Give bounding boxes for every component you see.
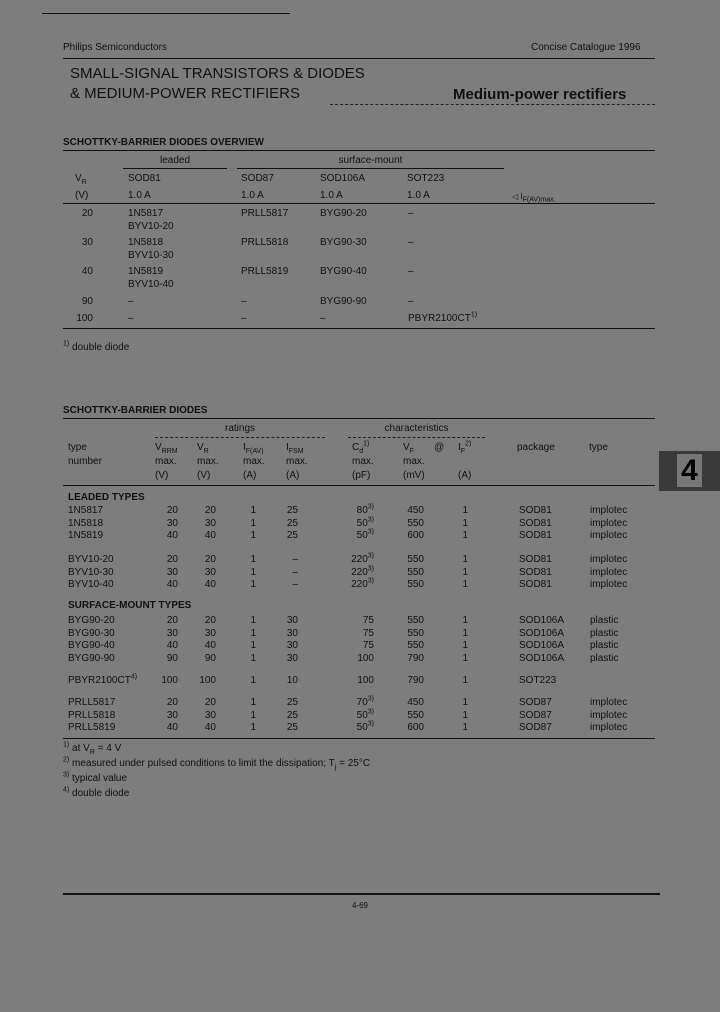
cell-if2: 1 — [462, 697, 468, 708]
cell-vrrm: 20 — [166, 554, 178, 565]
ov-row1-vr: 20 — [81, 208, 93, 219]
cell-if: 1 — [250, 567, 256, 578]
cell-ifsm: 25 — [286, 710, 298, 721]
ov-row4-sod81: – — [128, 296, 134, 307]
cell-kind: implotec — [590, 722, 628, 733]
cell-ifsm: 25 — [286, 518, 298, 529]
cell-type: PRLL5817 — [68, 697, 116, 708]
ov-row5-vr: 100 — [76, 313, 93, 324]
cell-ifsm: 25 — [286, 530, 298, 541]
cell-type: PRLL5819 — [68, 722, 116, 733]
cell-vrrm: 40 — [166, 640, 178, 651]
cell-package: SOD81 — [519, 567, 552, 578]
cell-vf: 550 — [407, 579, 424, 590]
overview-top-rule — [63, 150, 655, 151]
cell-kind: implotec — [590, 710, 628, 721]
cell-type: BYG90-40 — [68, 640, 115, 651]
company-name: Philips Semiconductors — [63, 42, 167, 53]
cell-ifsm: 30 — [286, 653, 298, 664]
max-vrrm: max. — [155, 456, 177, 467]
main-heading: SCHOTTKY-BARRIER DIODES — [63, 405, 208, 416]
col-type: type — [68, 442, 87, 453]
cell-package: SOD87 — [519, 697, 552, 708]
cell-if: 1 — [250, 628, 256, 639]
pkg-sod106a: SOD106A — [320, 173, 366, 184]
footnote: $^{1)}$ at $V_R = 4$ V — [63, 741, 122, 756]
col-package: package — [517, 442, 555, 453]
cell-cd: 50$^{3)}$ — [356, 528, 374, 541]
cell-package: SOD81 — [519, 518, 552, 529]
cell-vf: 550 — [407, 628, 424, 639]
cell-cd: 75 — [362, 615, 374, 626]
footnote: $^{4)}$ double diode — [63, 786, 130, 799]
cell-if2: 1 — [462, 722, 468, 733]
cell-kind: implotec — [590, 530, 628, 541]
max-vr: max. — [197, 456, 219, 467]
ov-row4-sod87: – — [241, 296, 247, 307]
cell-type: BYG90-90 — [68, 653, 115, 664]
pkg-sod81: SOD81 — [128, 173, 161, 184]
cell-if: 1 — [250, 579, 256, 590]
cell-vf: 550 — [407, 640, 424, 651]
cell-vf: 600 — [407, 530, 424, 541]
cell-if2: 1 — [462, 615, 468, 626]
cell-vf: 450 — [407, 697, 424, 708]
cell-vr: 100 — [199, 675, 216, 686]
cell-if: 1 — [250, 530, 256, 541]
ov-row1-sod87: PRLL5817 — [241, 208, 289, 219]
header-rule — [63, 58, 655, 59]
cell-package: SOD87 — [519, 722, 552, 733]
cell-cd: 50$^{3)}$ — [356, 720, 374, 733]
cell-vf: 550 — [407, 615, 424, 626]
cell-vr: 40 — [204, 579, 216, 590]
cell-vrrm: 90 — [166, 653, 178, 664]
cell-kind: implotec — [590, 518, 628, 529]
cell-type: PBYR2100CT$^{4)}$ — [68, 673, 138, 686]
cell-ifsm: 30 — [286, 640, 298, 651]
overview-heading: SCHOTTKY-BARRIER DIODES OVERVIEW — [63, 137, 264, 148]
ov-row5-sot223: PBYR2100CT$^{1)}$ — [408, 311, 478, 324]
cell-vr: 40 — [204, 640, 216, 651]
cell-vrrm: 20 — [166, 697, 178, 708]
cell-vr: 30 — [204, 628, 216, 639]
ov-row4-vr: 90 — [81, 296, 93, 307]
smd-rule — [237, 168, 504, 169]
cell-cd: 220$^{3)}$ — [351, 552, 374, 565]
ov-row3-sod87: PRLL5819 — [241, 266, 289, 277]
cell-cd: 75 — [362, 628, 374, 639]
col-if: $I_{F(AV)}$ — [243, 442, 264, 455]
main-bottom-rule — [63, 738, 655, 739]
overview-footnote: $^{1)}$ double diode — [63, 340, 130, 353]
cell-vr: 20 — [204, 554, 216, 565]
cell-type: BYV10-30 — [68, 567, 114, 578]
col-if2: $I_F^{2)}$ — [458, 440, 472, 455]
ov-row2-sod81b: BYV10-30 — [128, 250, 174, 261]
cell-package: SOD87 — [519, 710, 552, 721]
footnote: $^{2)}$ measured under pulsed conditions to limit the dissipation; $T_j = 25^\circ C$ — [63, 756, 371, 771]
doc-title-line2: & MEDIUM-POWER RECTIFIERS — [70, 85, 301, 102]
cell-cd: 50$^{3)}$ — [356, 708, 374, 721]
cell-vr: 20 — [204, 697, 216, 708]
col-vr: $V_R$ — [197, 442, 209, 455]
cell-vrrm: 30 — [166, 567, 178, 578]
cell-vf: 550 — [407, 567, 424, 578]
cell-ifsm: 30 — [286, 628, 298, 639]
cell-if: 1 — [250, 653, 256, 664]
cell-ifsm: – — [292, 579, 298, 590]
cell-kind: implotec — [590, 554, 628, 565]
cell-cd: 220$^{3)}$ — [351, 577, 374, 590]
cell-vf: 790 — [407, 653, 424, 664]
cell-type: BYG90-30 — [68, 628, 115, 639]
cell-vr: 40 — [204, 530, 216, 541]
col-cd: $C_d^{1)}$ — [352, 440, 370, 455]
overview-group-leaded: leaded — [159, 155, 191, 166]
cell-vf: 790 — [407, 675, 424, 686]
group-characteristics: characteristics — [384, 423, 449, 434]
cell-if2: 1 — [462, 710, 468, 721]
cell-vrrm: 40 — [166, 579, 178, 590]
col-vrrm: $V_{RRM}$ — [155, 442, 178, 455]
ov-row3-sod81: 1N5819 — [128, 266, 164, 277]
cell-ifsm: 25 — [286, 505, 298, 516]
ov-row3-sod81b: BYV10-40 — [128, 279, 174, 290]
pkg-sod87: SOD87 — [241, 173, 274, 184]
top-rule — [42, 13, 290, 14]
cell-package: SOD81 — [519, 579, 552, 590]
cell-cd: 100 — [357, 653, 374, 664]
cell-vrrm: 40 — [166, 530, 178, 541]
cell-vr: 40 — [204, 722, 216, 733]
cell-if2: 1 — [462, 518, 468, 529]
cell-if: 1 — [250, 518, 256, 529]
main-header-rule — [63, 485, 655, 486]
current-sod106a: 1.0 A — [320, 190, 343, 201]
cell-package: SOD106A — [519, 628, 565, 639]
cell-ifsm: 10 — [286, 675, 298, 686]
cell-if2: 1 — [462, 628, 468, 639]
max-ifsm: max. — [286, 456, 308, 467]
cell-type: BYV10-40 — [68, 579, 114, 590]
ov-row5-sod87: – — [241, 313, 247, 324]
cell-vrrm: 30 — [166, 628, 178, 639]
cell-vr: 20 — [204, 505, 216, 516]
cell-package: SOD81 — [519, 505, 552, 516]
ov-row3-sot223: – — [408, 266, 414, 277]
ov-row1-sod81: 1N5817 — [128, 208, 164, 219]
page-number: 4-69 — [351, 901, 368, 910]
group-ratings: ratings — [224, 423, 255, 434]
cell-ifsm: – — [292, 554, 298, 565]
cell-vf: 600 — [407, 722, 424, 733]
ov-row1-sod106a: BYG90-20 — [320, 208, 367, 219]
current-sod87: 1.0 A — [241, 190, 264, 201]
max-cd: max. — [352, 456, 374, 467]
col-vf: $V_F$ — [403, 442, 414, 455]
cell-package: SOD81 — [519, 554, 552, 565]
cell-if2: 1 — [462, 554, 468, 565]
cell-cd: 220$^{3)}$ — [351, 565, 374, 578]
cell-type: 1N5817 — [68, 505, 104, 516]
ov-row1-sot223: – — [408, 208, 414, 219]
catalogue-name: Concise Catalogue 1996 — [531, 42, 641, 53]
chapter-tab: 4 — [659, 451, 720, 491]
cell-vrrm: 20 — [166, 615, 178, 626]
doc-title-line1: SMALL-SIGNAL TRANSISTORS & DIODES — [70, 65, 365, 82]
cell-vr: 30 — [204, 567, 216, 578]
ov-row2-sod81: 1N5818 — [128, 237, 164, 248]
footer-rule — [63, 893, 660, 895]
overview-header-rule — [63, 203, 655, 204]
cell-kind: plastic — [590, 615, 619, 626]
cell-cd: 75 — [362, 640, 374, 651]
cell-kind: plastic — [590, 628, 619, 639]
current-label: ◁ $I_{F(AV)max.}$ — [512, 192, 556, 204]
cell-type: BYG90-20 — [68, 615, 115, 626]
cell-if: 1 — [250, 675, 256, 686]
cell-package: SOD106A — [519, 615, 565, 626]
current-sod81: 1.0 A — [128, 190, 151, 201]
ratings-rule — [155, 437, 325, 438]
cell-vf: 550 — [407, 518, 424, 529]
ov-row3-vr: 40 — [81, 266, 93, 277]
cell-ifsm: 30 — [286, 615, 298, 626]
ov-row4-sot223: – — [408, 296, 414, 307]
overview-col-vr: $V_R$ — [75, 173, 87, 186]
col-type2: type — [589, 442, 608, 453]
max-if: max. — [243, 456, 265, 467]
ov-row5-sod81: – — [128, 313, 134, 324]
pkg-sot223: SOT223 — [407, 173, 445, 184]
col-number: number — [68, 456, 102, 467]
cell-ifsm: 25 — [286, 722, 298, 733]
cell-cd: 80$^{3)}$ — [356, 503, 374, 516]
cell-cd: 70$^{3)}$ — [356, 695, 374, 708]
unit-vr: (V) — [197, 470, 211, 481]
overview-bottom-rule — [63, 328, 655, 329]
cell-vr: 30 — [204, 518, 216, 529]
cell-cd: 100 — [357, 675, 374, 686]
cell-vf: 550 — [407, 554, 424, 565]
cell-package: SOD81 — [519, 530, 552, 541]
characteristics-rule — [348, 437, 485, 438]
cell-if: 1 — [250, 722, 256, 733]
cell-vr: 90 — [204, 653, 216, 664]
unit-ifsm: (A) — [286, 470, 300, 481]
ov-row4-sod106a: BYG90-90 — [320, 296, 367, 307]
ov-row2-sod87: PRLL5818 — [241, 237, 289, 248]
cell-if: 1 — [250, 554, 256, 565]
cell-vrrm: 30 — [166, 518, 178, 529]
cell-vr: 20 — [204, 615, 216, 626]
cell-if: 1 — [250, 710, 256, 721]
footnote: $^{3)}$ typical value — [63, 771, 128, 784]
cell-type: 1N5818 — [68, 518, 104, 529]
cell-ifsm: – — [292, 567, 298, 578]
max-vf: max. — [403, 456, 425, 467]
ov-row2-sod106a: BYG90-30 — [320, 237, 367, 248]
cell-type: BYV10-20 — [68, 554, 114, 565]
unit-if2: (A) — [458, 470, 472, 481]
cell-kind: implotec — [590, 505, 628, 516]
cell-if2: 1 — [462, 505, 468, 516]
cell-if: 1 — [250, 615, 256, 626]
cell-kind: plastic — [590, 653, 619, 664]
title-dash — [330, 104, 655, 105]
overview-unit-v: (V) — [75, 190, 89, 201]
cell-vrrm: 30 — [166, 710, 178, 721]
unit-vrrm: (V) — [155, 470, 169, 481]
cell-cd: 50$^{3)}$ — [356, 516, 374, 529]
cell-kind: implotec — [590, 697, 628, 708]
cell-if2: 1 — [462, 653, 468, 664]
cell-vr: 30 — [204, 710, 216, 721]
cell-vf: 450 — [407, 505, 424, 516]
cell-package: SOD106A — [519, 653, 565, 664]
cell-vrrm: 100 — [161, 675, 178, 686]
leaded-rule — [123, 168, 227, 169]
cell-if2: 1 — [462, 530, 468, 541]
cell-kind: implotec — [590, 579, 628, 590]
ov-row5-sod106a: – — [320, 313, 326, 324]
cell-vf: 550 — [407, 710, 424, 721]
overview-group-smd: surface-mount — [338, 155, 403, 166]
cell-if2: 1 — [462, 579, 468, 590]
cell-if2: 1 — [462, 567, 468, 578]
unit-vf: (mV) — [403, 470, 425, 481]
cell-type: PRLL5818 — [68, 710, 116, 721]
col-at: @ — [434, 442, 445, 453]
section-title: Medium-power rectifiers — [453, 86, 627, 103]
unit-cd: (pF) — [352, 470, 371, 481]
cell-if: 1 — [250, 697, 256, 708]
cell-kind: plastic — [590, 640, 619, 651]
cell-if: 1 — [250, 505, 256, 516]
cell-vrrm: 20 — [166, 505, 178, 516]
cell-type: 1N5819 — [68, 530, 104, 541]
cell-if2: 1 — [462, 640, 468, 651]
unit-if: (A) — [243, 470, 257, 481]
cell-vrrm: 40 — [166, 722, 178, 733]
main-top-rule — [63, 418, 655, 419]
group-smd-types: SURFACE-MOUNT TYPES — [68, 600, 192, 611]
cell-package: SOT223 — [519, 675, 557, 686]
ov-row2-vr: 30 — [81, 237, 93, 248]
col-ifsm: $I_{FSM}$ — [286, 442, 304, 455]
ov-row2-sot223: – — [408, 237, 414, 248]
ov-row1-sod81b: BYV10-20 — [128, 221, 174, 232]
cell-kind: implotec — [590, 567, 628, 578]
current-sot223: 1.0 A — [407, 190, 430, 201]
cell-if: 1 — [250, 640, 256, 651]
cell-if2: 1 — [462, 675, 468, 686]
cell-ifsm: 25 — [286, 697, 298, 708]
cell-package: SOD106A — [519, 640, 565, 651]
ov-row3-sod106a: BYG90-40 — [320, 266, 367, 277]
group-leaded-types: LEADED TYPES — [68, 492, 145, 503]
